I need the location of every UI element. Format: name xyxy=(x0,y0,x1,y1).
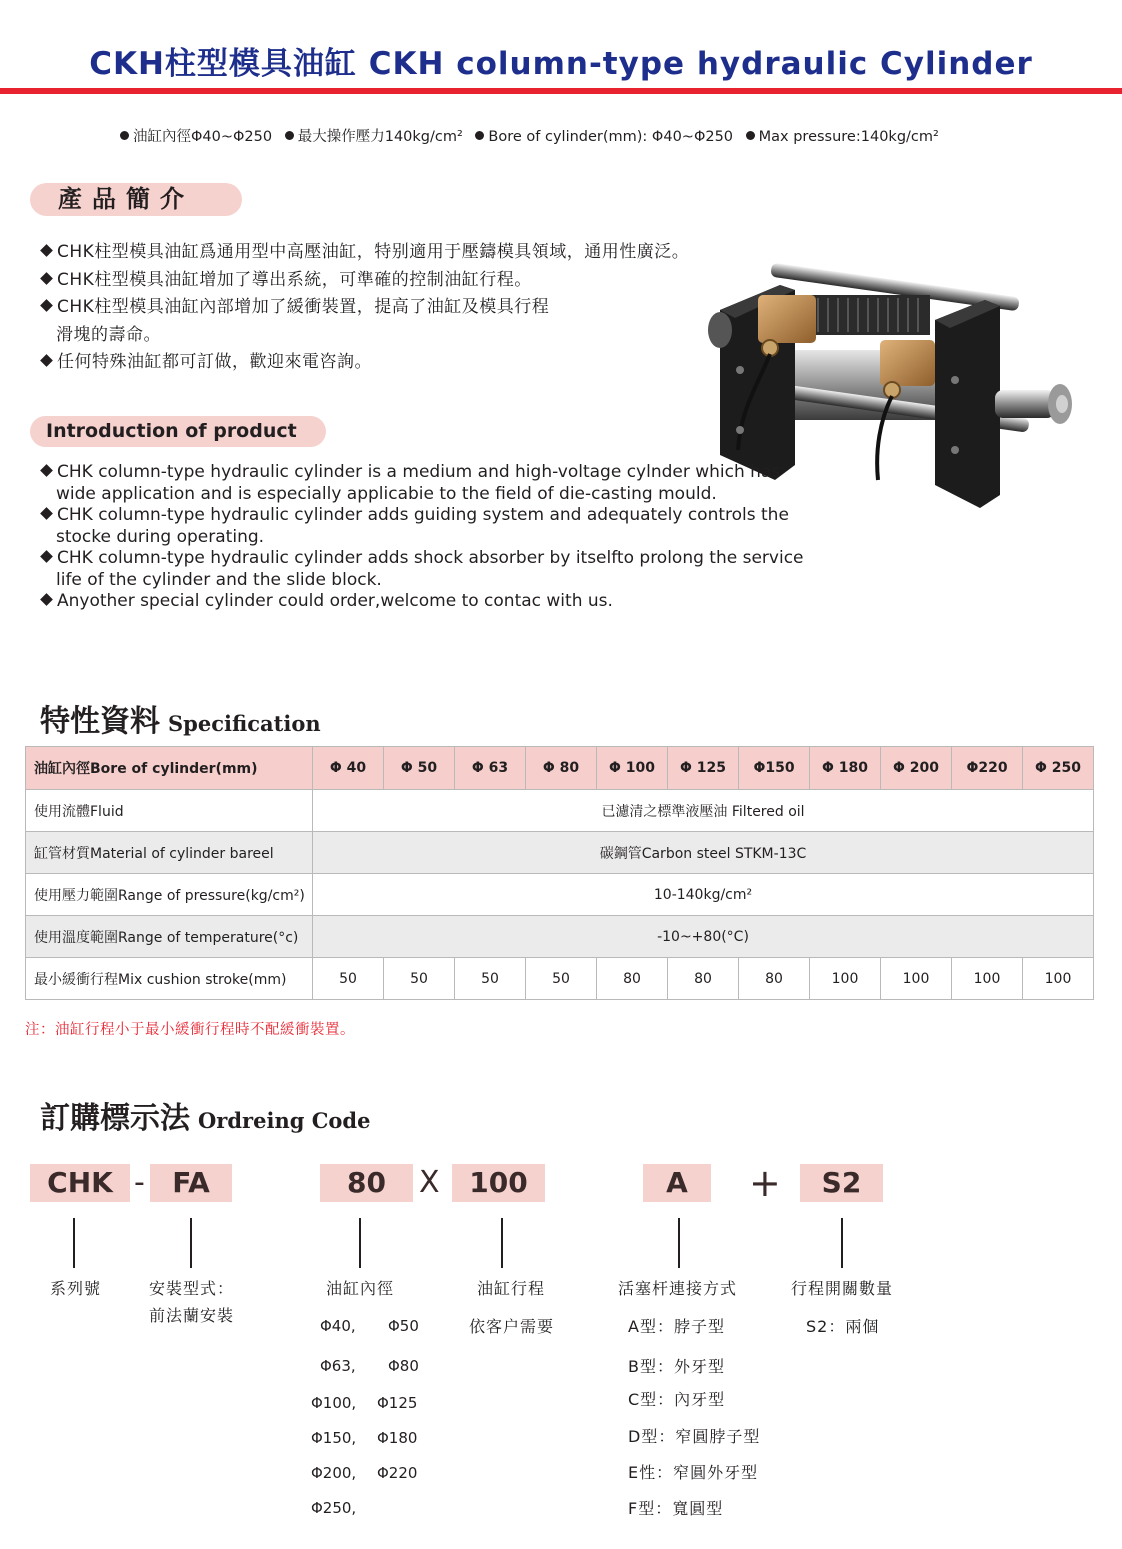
switch-desc: S2：兩個 xyxy=(806,1317,880,1336)
code-separator-plus: + xyxy=(749,1161,781,1205)
title-divider xyxy=(0,88,1122,94)
bore-cell: Φ 200 xyxy=(881,747,952,790)
code-separator-x: X xyxy=(419,1165,440,1200)
connector-line xyxy=(501,1218,503,1268)
spec-note: 注：油缸行程小于最小緩衝行程時不配緩衝裝置。 xyxy=(25,1022,355,1038)
bore-cell: Φ 50 xyxy=(384,747,455,790)
table-row xyxy=(26,874,1094,916)
bore-cell: Φ150 xyxy=(739,747,810,790)
cushion-cell: 50 xyxy=(384,958,455,1000)
page-title: CKH柱型模具油缸 CKH column-type hydraulic Cylinder xyxy=(89,46,1033,82)
bullet-icon xyxy=(746,131,755,140)
intro-line: CHK column-type hydraulic cylinder adds guiding system and adequately controls the xyxy=(40,505,860,527)
bore-cell: Φ 250 xyxy=(1023,747,1094,790)
diamond-bullet-icon xyxy=(40,550,53,563)
series-label: 系列號 xyxy=(50,1279,102,1298)
bore-option: Φ80 xyxy=(388,1357,419,1375)
intro-line: 滑塊的壽命。 xyxy=(56,324,161,345)
code-separator-dash: - xyxy=(134,1165,145,1200)
intro-text-en xyxy=(40,462,860,613)
stroke-desc: 依客户需要 xyxy=(469,1317,555,1336)
spec-heading-zh: 特性資料 xyxy=(40,704,160,739)
bullet-icon xyxy=(120,131,129,140)
intro-line: life of the cylinder and the slide block. xyxy=(56,569,382,590)
ordering-heading xyxy=(40,1093,370,1137)
bore-option: Φ150, xyxy=(311,1429,357,1447)
bore-option: Φ125 xyxy=(377,1394,418,1412)
table-row xyxy=(26,916,1094,958)
intro-line: stocke during operating. xyxy=(56,526,265,547)
bore-option: Φ200, xyxy=(311,1464,357,1482)
connector-line xyxy=(190,1218,192,1268)
cushion-cell: 100 xyxy=(881,958,952,1000)
table-row xyxy=(26,958,1094,1000)
code-bore: 80 xyxy=(320,1164,413,1202)
code-switch: S2 xyxy=(800,1164,883,1202)
connector-line xyxy=(359,1218,361,1268)
connector-line xyxy=(841,1218,843,1268)
temperature-value: -10~+80(°C) xyxy=(313,916,1094,958)
cushion-cell: 100 xyxy=(952,958,1023,1000)
code-stroke: 100 xyxy=(452,1164,545,1202)
summary-item: 最大操作壓力140kg/cm² xyxy=(285,129,463,145)
fluid-value: 已濾清之標準液壓油 Filtered oil xyxy=(313,790,1094,832)
table-row xyxy=(26,832,1094,874)
row-header: 使用壓力範圍Range of pressure(kg/cm²) xyxy=(26,874,313,916)
row-header: 缸管材質Material of cylinder bareel xyxy=(26,832,313,874)
bore-cell: Φ220 xyxy=(952,747,1023,790)
rod-option: B型：外牙型 xyxy=(628,1357,725,1376)
intro-line: CHK column-type hydraulic cylinder is a medium and high-voltage cylnder which has xyxy=(40,462,860,484)
rod-option: A型：脖子型 xyxy=(628,1317,725,1336)
bullet-icon xyxy=(475,131,484,140)
table-row xyxy=(26,790,1094,832)
row-header: 使用溫度範圍Range of temperature(°c) xyxy=(26,916,313,958)
code-series: CHK xyxy=(30,1164,130,1202)
diamond-bullet-icon xyxy=(40,464,53,477)
ordering-heading-en: Ordreing Code xyxy=(198,1108,371,1133)
bore-label: 油缸內徑 xyxy=(326,1279,395,1298)
bore-option: Φ250, xyxy=(311,1499,357,1517)
bore-option: Φ100, xyxy=(311,1394,357,1412)
cushion-cell: 80 xyxy=(597,958,668,1000)
bore-option: Φ220 xyxy=(377,1464,418,1482)
cushion-cell: 50 xyxy=(455,958,526,1000)
diamond-bullet-icon xyxy=(40,272,53,285)
bore-cell: Φ 100 xyxy=(597,747,668,790)
connector-line xyxy=(678,1218,680,1268)
intro-heading-en: Introduction of product xyxy=(30,416,326,447)
bore-cell: Φ 80 xyxy=(526,747,597,790)
summary-item: Bore of cylinder(mm): Φ40~Φ250 xyxy=(475,129,733,145)
diamond-bullet-icon xyxy=(40,354,53,367)
bore-cell: Φ 40 xyxy=(313,747,384,790)
summary-item: 油缸內徑Φ40~Φ250 xyxy=(120,129,272,145)
rod-label: 活塞杆連接方式 xyxy=(618,1279,738,1298)
diamond-bullet-icon xyxy=(40,507,53,520)
ordering-heading-zh: 訂購標示法 xyxy=(40,1101,190,1136)
intro-text-zh xyxy=(40,239,780,377)
material-value: 碳鋼管Carbon steel STKM-13C xyxy=(313,832,1094,874)
bore-option: Φ63, xyxy=(320,1357,356,1375)
rod-option: E性：窄圓外牙型 xyxy=(628,1463,759,1482)
cushion-cell: 80 xyxy=(668,958,739,1000)
bore-cell: Φ 63 xyxy=(455,747,526,790)
intro-heading-zh: 產品簡介 xyxy=(30,183,242,216)
summary-item: Max pressure:140kg/cm² xyxy=(746,129,939,145)
intro-line: CHK柱型模具油缸增加了導出系統，可準確的控制油缸行程。 xyxy=(40,267,780,295)
rod-option: D型：窄圓脖子型 xyxy=(628,1427,761,1446)
diamond-bullet-icon xyxy=(40,244,53,257)
diamond-bullet-icon xyxy=(40,299,53,312)
diamond-bullet-icon xyxy=(40,593,53,606)
spec-heading xyxy=(40,696,321,740)
bore-option: Φ180 xyxy=(377,1429,418,1447)
spec-table xyxy=(25,746,1094,1000)
connector-line xyxy=(73,1218,75,1268)
cushion-cell: 100 xyxy=(1023,958,1094,1000)
cushion-cell: 50 xyxy=(526,958,597,1000)
rod-option: C型：內牙型 xyxy=(628,1390,726,1409)
row-header: 使用流體Fluid xyxy=(26,790,313,832)
cushion-cell: 100 xyxy=(810,958,881,1000)
intro-line: wide application and is especially applicabie to the field of die-casting mould. xyxy=(56,483,717,504)
table-row xyxy=(26,747,1094,790)
row-header: 油缸內徑Bore of cylinder(mm) xyxy=(26,747,313,790)
stroke-label: 油缸行程 xyxy=(477,1279,546,1298)
row-header: 最小緩衝行程Mix cushion stroke(mm) xyxy=(26,958,313,1000)
spec-heading-en: Specification xyxy=(168,711,321,736)
mount-label: 安裝型式： xyxy=(149,1279,235,1298)
summary-line xyxy=(120,125,1080,146)
bore-cell: Φ 125 xyxy=(668,747,739,790)
intro-line: CHK柱型模具油缸內部增加了緩衝裝置，提高了油缸及模具行程 xyxy=(40,294,780,322)
code-rod: A xyxy=(643,1164,711,1202)
switch-label: 行程開關數量 xyxy=(791,1279,894,1298)
rod-option: F型：寬圓型 xyxy=(628,1499,724,1518)
mount-desc: 前法蘭安裝 xyxy=(149,1306,235,1325)
intro-line: 任何特殊油缸都可訂做，歡迎來電咨詢。 xyxy=(40,349,780,377)
code-mount: FA xyxy=(150,1164,232,1202)
pressure-value: 10-140kg/cm² xyxy=(313,874,1094,916)
bore-option: Φ50 xyxy=(388,1317,419,1335)
intro-line: Anyother special cylinder could order,welcome to contac with us. xyxy=(40,591,860,613)
intro-line: CHK column-type hydraulic cylinder adds shock absorber by itselfto prolong the service xyxy=(40,548,860,570)
intro-line: CHK柱型模具油缸爲通用型中高壓油缸，特别適用于壓鑄模具領域，通用性廣泛。 xyxy=(40,239,780,267)
cushion-cell: 50 xyxy=(313,958,384,1000)
bullet-icon xyxy=(285,131,294,140)
bore-cell: Φ 180 xyxy=(810,747,881,790)
cushion-cell: 80 xyxy=(739,958,810,1000)
bore-option: Φ40, xyxy=(320,1317,356,1335)
